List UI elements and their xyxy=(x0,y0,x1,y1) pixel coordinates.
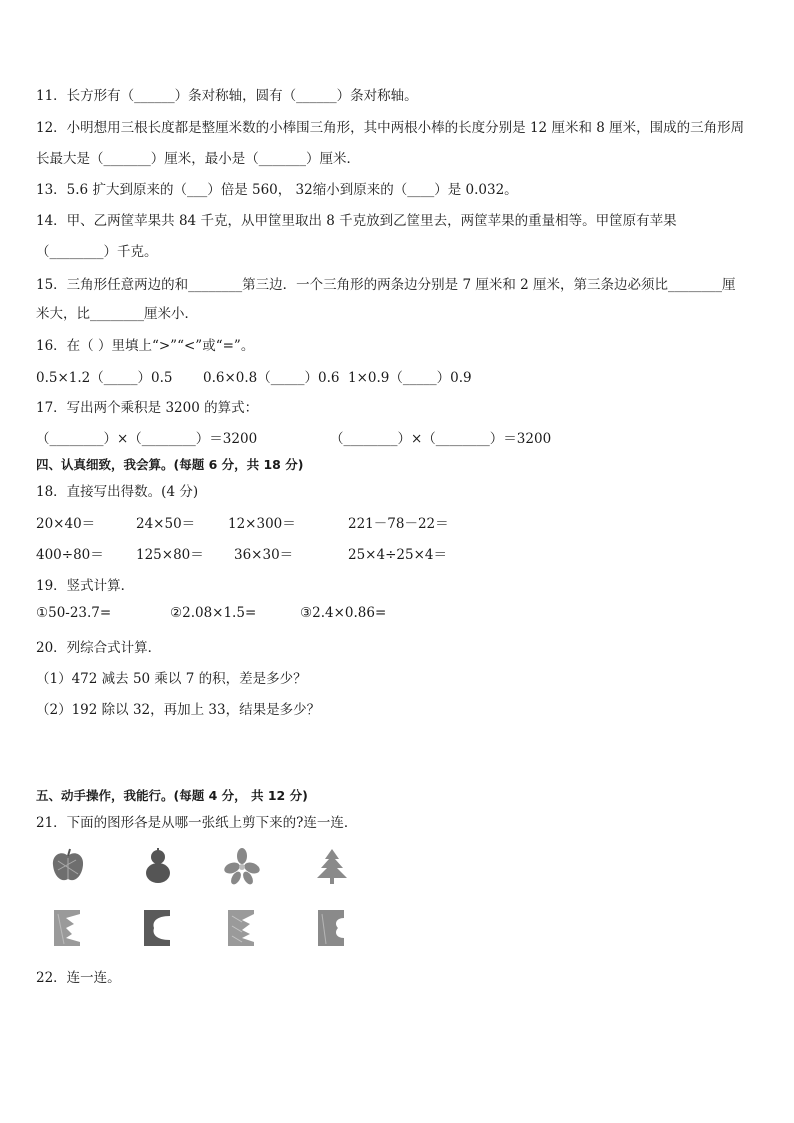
apple-icon xyxy=(48,846,88,886)
question-15-line1: 15．三角形任意两边的和________第三边．一个三角形的两条边分别是 7 厘米和 2 厘米，第三条边必须比________厘 xyxy=(36,277,736,293)
q16-item-2: 0.6×0.8（_____）0.6 xyxy=(203,370,340,386)
q18-r1-c1: 20×40＝ xyxy=(36,516,96,532)
cut-paper-2 xyxy=(138,908,178,948)
section-4-heading: 四、认真细致，我会算。(每题 6 分，共 18 分) xyxy=(36,457,304,472)
question-12-line2: 长最大是（_______）厘米，最小是（_______）厘米． xyxy=(36,151,360,167)
q19-item-2: ②2.08×1.5= xyxy=(170,605,257,621)
question-20: 20．列综合式计算． xyxy=(36,640,162,656)
cut-paper-1 xyxy=(48,908,88,948)
q18-r2-c4: 25×4÷25×4＝ xyxy=(348,547,447,563)
question-20-1: （1）472 减去 50 乘以 7 的积，差是多少？ xyxy=(36,671,307,687)
question-11: 11．长方形有（______）条对称轴，圆有（______）条对称轴。 xyxy=(36,88,418,104)
question-18: 18．直接写出得数。(4 分) xyxy=(36,484,199,500)
question-15-line2: 米大，比________厘米小． xyxy=(36,306,198,322)
q18-r2-c3: 36×30＝ xyxy=(234,547,294,563)
cut-paper-4 xyxy=(312,908,352,948)
cut-paper-3 xyxy=(222,908,262,948)
gourd-icon xyxy=(138,846,178,886)
q18-r1-c3: 12×300＝ xyxy=(228,516,296,532)
q16-item-1: 0.5×1.2（_____）0.5 xyxy=(36,370,173,386)
question-14-line2: （________）千克。 xyxy=(36,244,158,260)
question-17: 17．写出两个乘积是 3200 的算式： xyxy=(36,400,259,416)
flower-icon xyxy=(222,846,262,886)
q16-item-3: 1×0.9（_____）0.9 xyxy=(348,370,472,386)
question-12-line1: 12．小明想用三根长度都是整厘米数的小棒围三角形，其中两根小棒的长度分别是 12 厘米和 8 厘米，围成的三角形周 xyxy=(36,120,745,136)
question-13: 13．5.6 扩大到原来的（___）倍是 560， 32缩小到原来的（____）是 0.032。 xyxy=(36,182,518,198)
tree-icon xyxy=(312,846,352,886)
q18-r1-c4: 221－78－22＝ xyxy=(348,516,449,532)
question-19: 19．竖式计算． xyxy=(36,578,135,594)
section-5-heading: 五、动手操作，我能行。(每题 4 分， 共 12 分) xyxy=(36,788,308,803)
question-21: 21．下面的图形各是从哪一张纸上剪下来的?连一连． xyxy=(36,815,358,831)
q17-item-2: （________）×（________）＝3200 xyxy=(330,431,552,447)
question-14-line1: 14．甲、乙两筐苹果共 84 千克，从甲筐里取出 8 千克放到乙筐里去，两筐苹果的重量相等。甲筐原有苹果 xyxy=(36,213,677,229)
q18-r1-c2: 24×50＝ xyxy=(136,516,196,532)
q19-item-1: ①50-23.7= xyxy=(36,605,112,621)
q18-r2-c1: 400÷80＝ xyxy=(36,547,104,563)
question-16: 16．在（ ）里填上“>”“<”或“=”。 xyxy=(36,338,255,354)
question-22: 22．连一连。 xyxy=(36,970,121,986)
q18-r2-c2: 125×80＝ xyxy=(136,547,204,563)
q19-item-3: ③2.4×0.86= xyxy=(300,605,387,621)
q17-item-1: （________）×（________）＝3200 xyxy=(36,431,258,447)
question-20-2: （2）192 除以 32，再加上 33，结果是多少？ xyxy=(36,702,321,718)
